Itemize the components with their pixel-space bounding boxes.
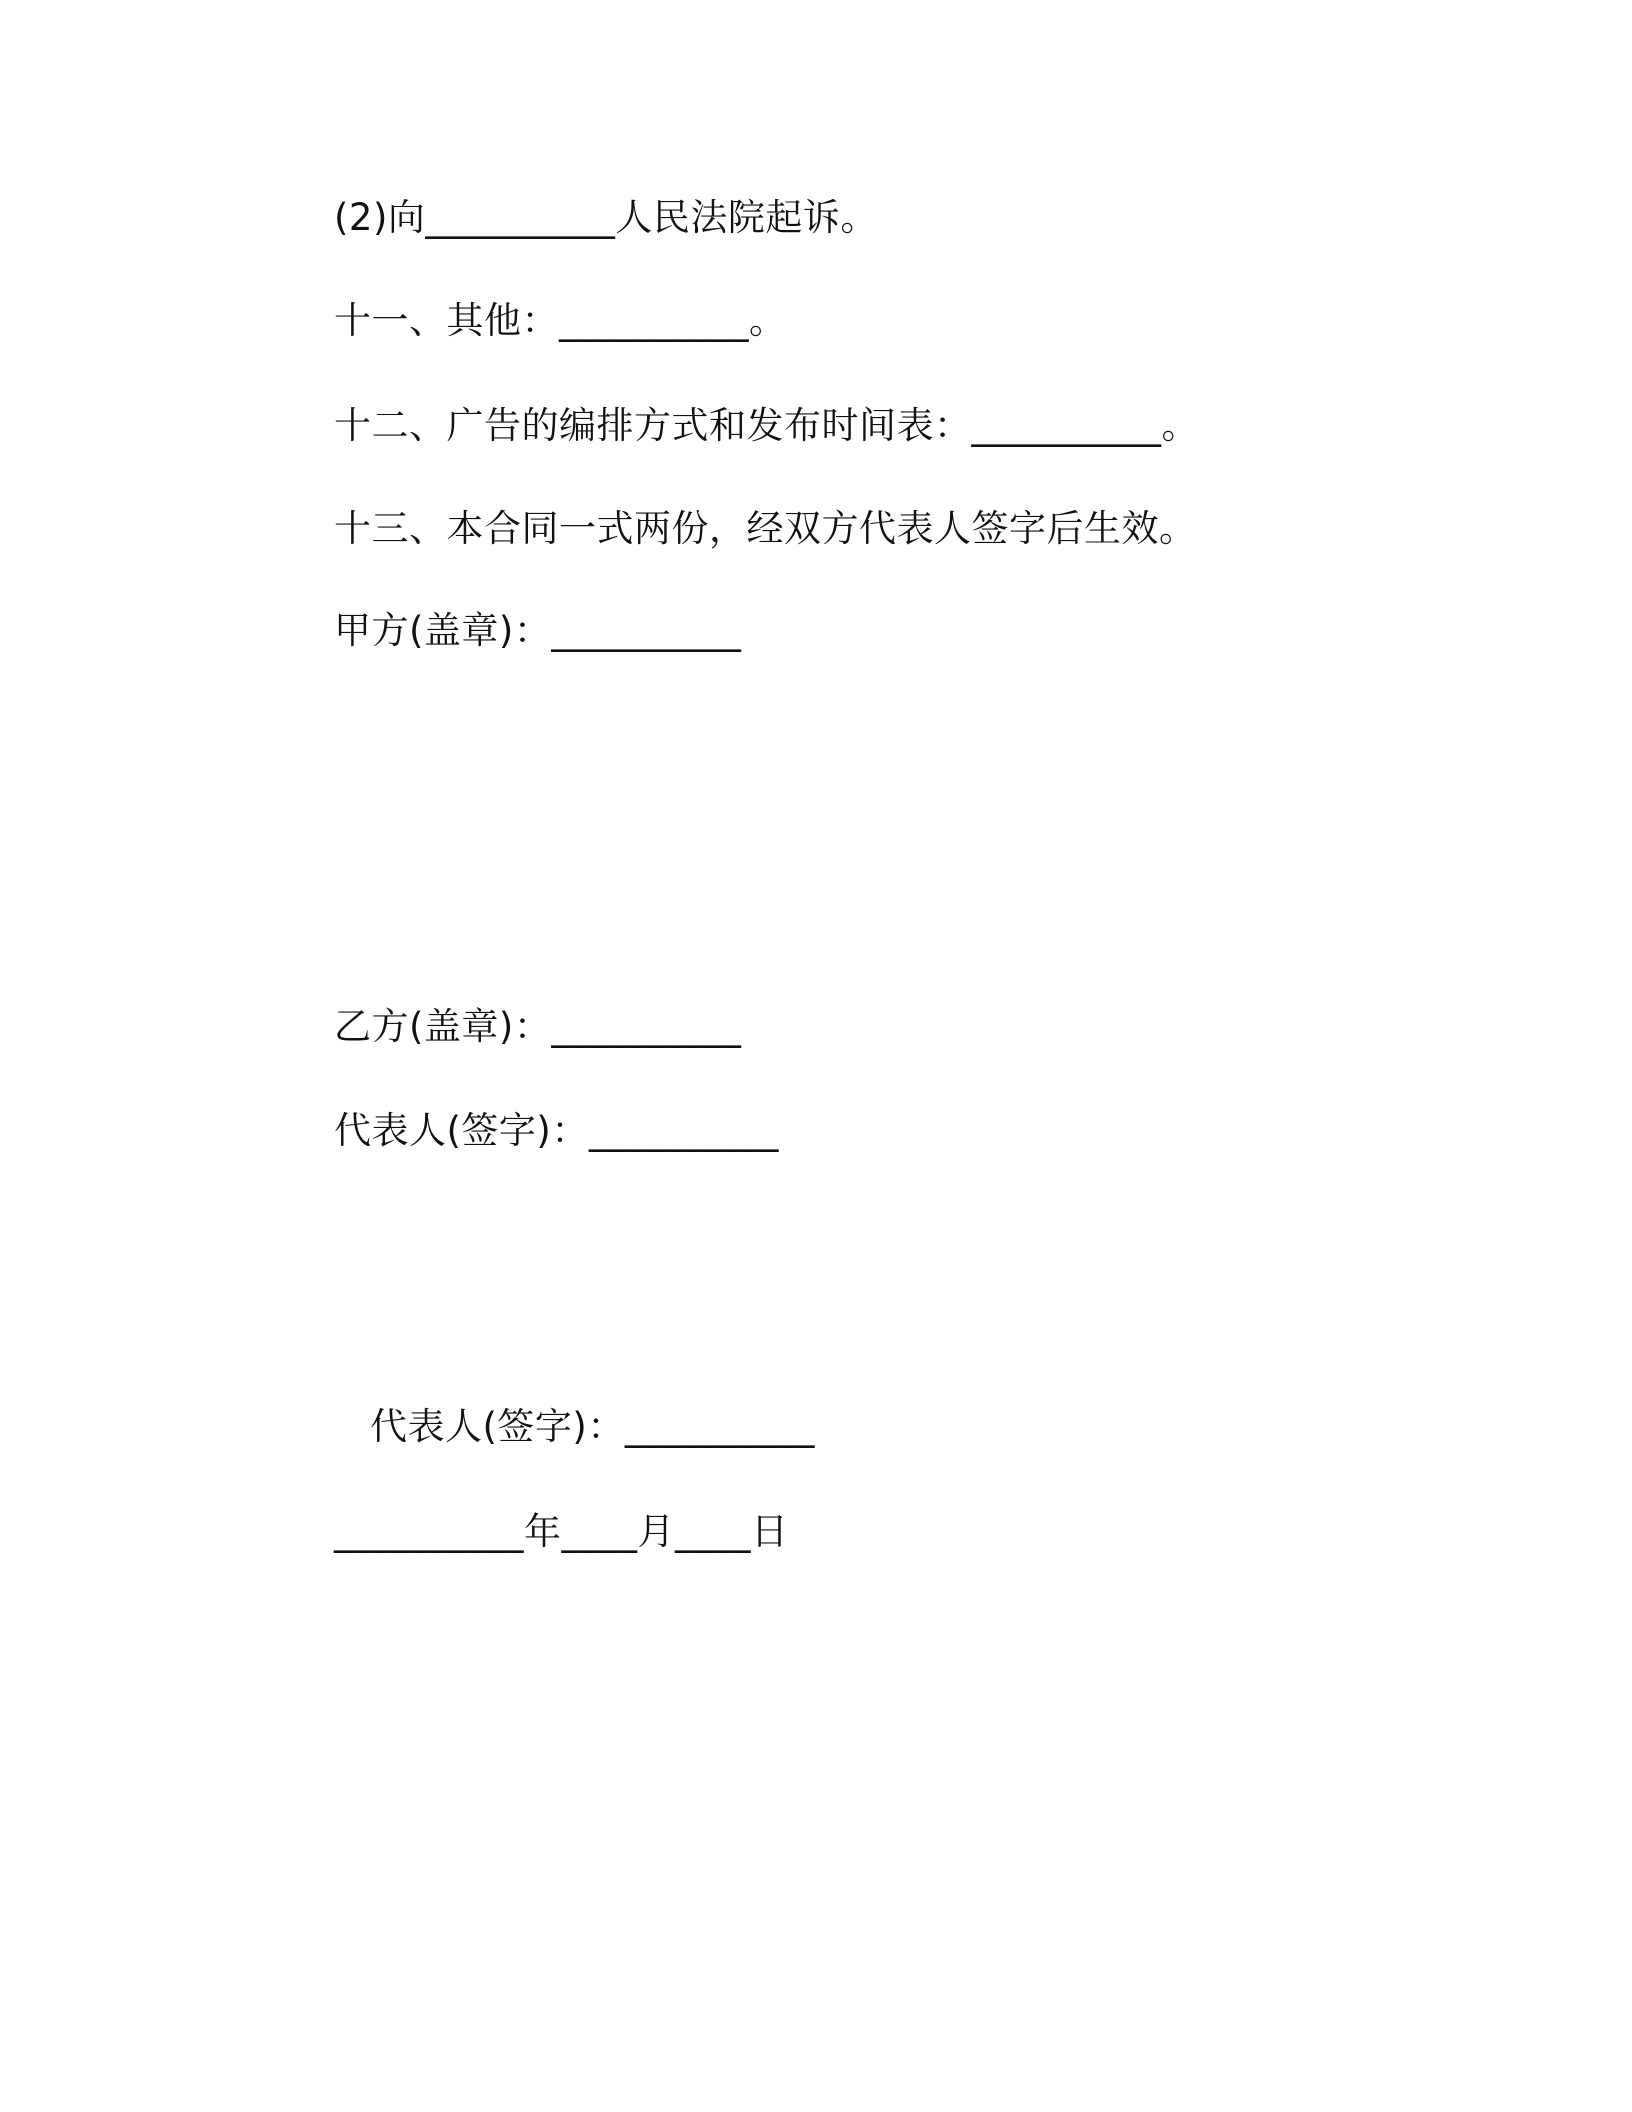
party-a-seal-line: 甲方(盖章)：__________: [334, 609, 742, 652]
clause-twelve-schedule: 十二、广告的编排方式和发布时间表：__________。: [334, 404, 1199, 447]
representative-signature-line-2: 代表人(签字)：__________: [370, 1405, 815, 1448]
party-b-seal-line: 乙方(盖章)：__________: [334, 1005, 742, 1048]
representative-signature-line: 代表人(签字)：__________: [334, 1109, 779, 1152]
clause-eleven-other: 十一、其他：__________。: [334, 299, 787, 342]
clause-court-filing: (2)向__________人民法院起诉。: [334, 196, 878, 239]
clause-thirteen-effect: 十三、本合同一式两份，经双方代表人签字后生效。: [334, 507, 1197, 550]
date-line: __________年____月____日: [334, 1510, 789, 1553]
